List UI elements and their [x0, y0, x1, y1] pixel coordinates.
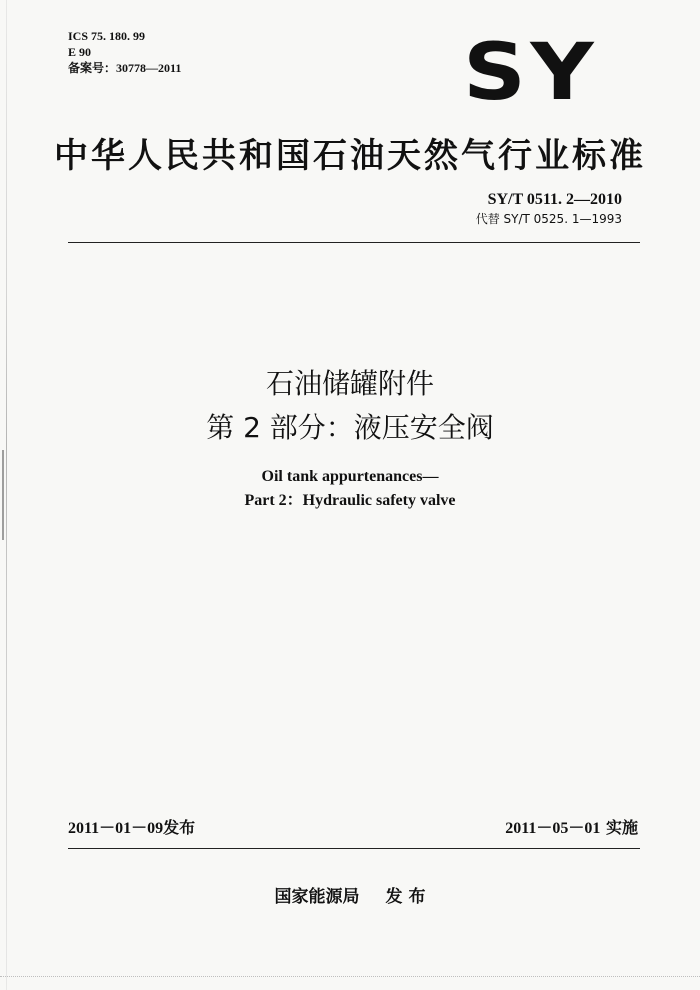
replaces-code: 代替 SY/T 0525. 1—1993	[475, 212, 622, 226]
implementation-label: 实施	[605, 818, 638, 837]
title-en-line1: Oil tank appurtenances—	[261, 468, 439, 485]
issue-date-value: 2011－01－09	[68, 820, 164, 837]
issuer-label: 发 布	[385, 887, 426, 907]
bottom-divider	[68, 848, 640, 849]
sy-logo: SY	[463, 28, 599, 118]
filing-number: 备案号：30778—2011	[68, 61, 182, 75]
implementation-date-value: 2011－05－01	[505, 820, 601, 837]
title-cn-line2: 第 2 部分：液压安全阀	[206, 411, 494, 444]
standard-code-block	[476, 190, 622, 228]
title-cn-line1: 石油储罐附件	[265, 367, 434, 400]
top-divider	[68, 242, 640, 243]
ics-code: ICS 75. 180. 99	[68, 29, 146, 43]
issue-label: 发布	[163, 818, 196, 837]
standard-title: 中华人民共和国石油天然气行业标准	[54, 136, 646, 176]
footer-edge	[0, 976, 700, 977]
standard-code: SY/T 0511. 2—2010	[487, 191, 622, 208]
implementation-date	[505, 818, 638, 839]
issuer-name: 国家能源局	[274, 887, 360, 907]
classification-block	[68, 28, 181, 76]
issuer	[0, 886, 700, 908]
title-en-line2: Part 2：Hydraulic safety valve	[244, 492, 456, 509]
issue-date	[68, 818, 195, 839]
classification-code: E 90	[68, 45, 92, 59]
